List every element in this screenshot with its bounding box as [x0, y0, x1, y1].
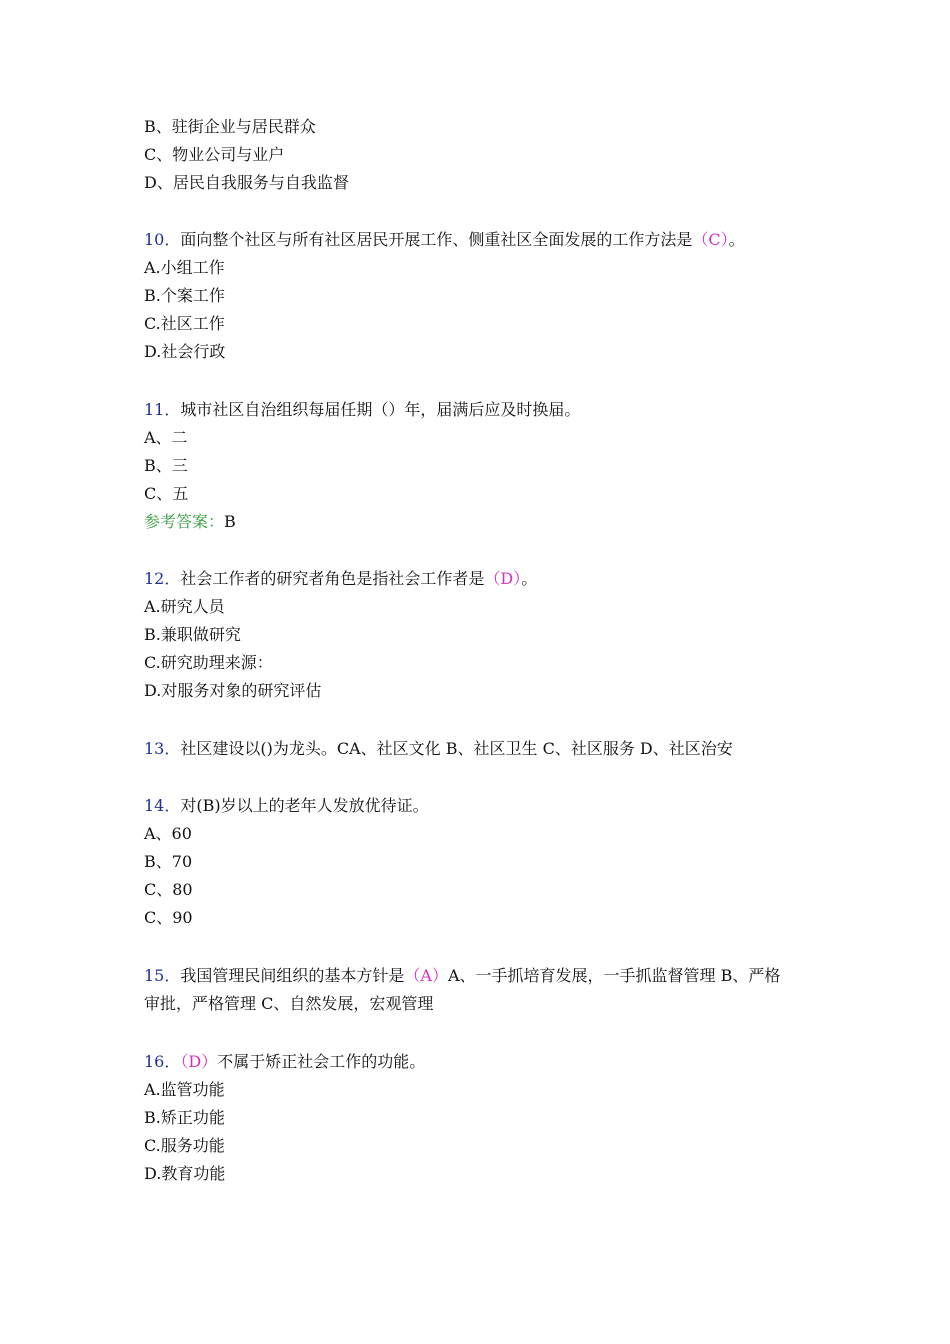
q11-reference-answer [144, 512, 814, 532]
q13-stem: 13．社区建设以()为龙头。CA、社区文化 B、社区卫生 C、社区服务 D、社区治安 [144, 739, 733, 758]
q11-option-b: B、三 [144, 456, 188, 475]
q14-option-c2: C、90 [144, 908, 193, 927]
q15-stem-text: 我国管理民间组织的基本方针是 [180, 966, 405, 985]
q14-option-c: C、80 [144, 880, 193, 899]
q10-option-a: A.小组工作 [144, 258, 225, 277]
q9-option-d: D、居民自我服务与自我监督 [144, 173, 349, 192]
q10-number: 10 [144, 230, 165, 249]
q16-option-d: D.教育功能 [144, 1164, 226, 1183]
q10-option-d: D.社会行政 [144, 342, 226, 361]
q11-stem-text: 城市社区自治组织每届任期（）年，届满后应及时换届。 [180, 400, 581, 419]
q12-option-b: B.兼职做研究 [144, 625, 241, 644]
q14-stem-text: 对(B)岁以上的老年人发放优待证。 [180, 796, 429, 815]
q16-stem-text: 不属于矫正社会工作的功能。 [217, 1052, 426, 1071]
q15-answer: （A） [404, 966, 448, 985]
q14-number: 14 [144, 796, 165, 815]
q12-answer: （D） [484, 569, 522, 588]
q10-answer: （C） [692, 230, 729, 249]
q10-option-b: B.个案工作 [144, 286, 225, 305]
q16-stem: 16．（D）不属于矫正社会工作的功能。 [144, 1052, 426, 1071]
q14-option-a: A、60 [144, 824, 192, 843]
q9-option-c: C、物业公司与业户 [144, 145, 285, 164]
q10-stem-text: 面向整个社区与所有社区居民开展工作、侧重社区全面发展的工作方法是 [180, 230, 693, 249]
reference-answer-value: B [224, 512, 236, 531]
q15-stem-options: A、一手抓培育发展，一手抓监督管理 B、严格 [447, 966, 781, 985]
q13-stem-text: 社区建设以()为龙头。CA、社区文化 B、社区卫生 C、社区服务 D、社区治安 [180, 739, 733, 758]
q11-stem: 11．城市社区自治组织每届任期（）年，届满后应及时换届。 [144, 400, 581, 419]
q11-option-c: C、五 [144, 484, 189, 503]
q15-number: 15 [144, 966, 165, 985]
q12-stem-text: 社会工作者的研究者角色是指社会工作者是 [180, 569, 485, 588]
q10-stem: 10．面向整个社区与所有社区居民开展工作、侧重社区全面发展的工作方法是（C）。 [144, 230, 745, 249]
q12-option-a: A.研究人员 [144, 597, 225, 616]
q11-number: 11 [144, 400, 165, 419]
q13-number: 13 [144, 739, 165, 758]
q16-number: 16 [144, 1052, 165, 1071]
q12-stem-end: 。 [521, 569, 538, 588]
reference-answer-label: 参考答案： [144, 512, 225, 531]
q16-option-b: B.矫正功能 [144, 1108, 225, 1127]
q15-stem-line2: 审批，严格管理 C、自然发展，宏观管理 [144, 994, 434, 1013]
q16-option-a: A.监管功能 [144, 1080, 225, 1099]
q16-answer: （D） [180, 1052, 218, 1071]
q10-stem-end: 。 [728, 230, 745, 249]
q9-option-b: B、驻街企业与居民群众 [144, 117, 316, 136]
q16-option-c: C.服务功能 [144, 1136, 225, 1155]
q14-stem: 14．对(B)岁以上的老年人发放优待证。 [144, 796, 429, 815]
q12-option-c: C.研究助理来源： [144, 653, 273, 672]
q15-stem: 15．我国管理民间组织的基本方针是（A）A、一手抓培育发展，一手抓监督管理 B、严格 [144, 966, 781, 985]
q14-option-b: B、70 [144, 852, 193, 871]
q12-stem: 12．社会工作者的研究者角色是指社会工作者是（D）。 [144, 569, 538, 588]
q12-number: 12 [144, 569, 165, 588]
q11-option-a: A、二 [144, 428, 188, 447]
q10-option-c: C.社区工作 [144, 314, 225, 333]
q12-option-d: D.对服务对象的研究评估 [144, 681, 322, 700]
